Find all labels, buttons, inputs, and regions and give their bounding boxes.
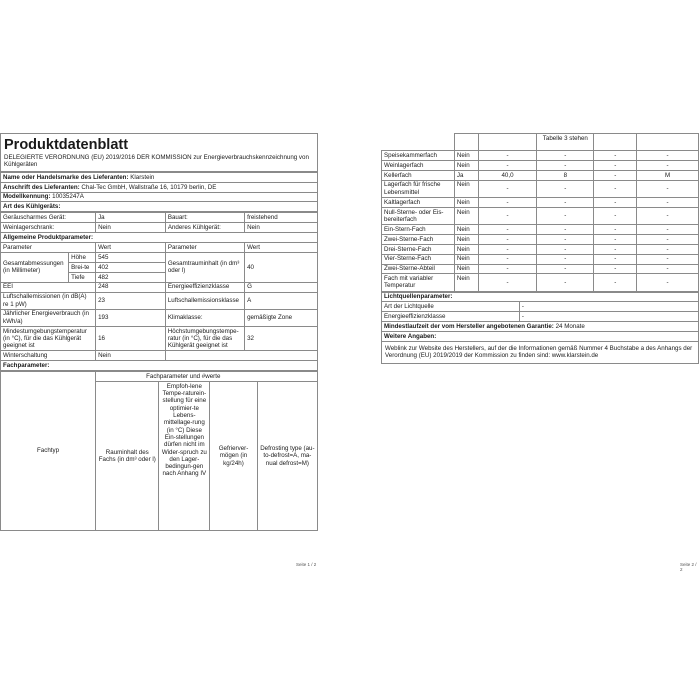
table-row xyxy=(382,274,699,291)
compartment-name: Zwei-Sterne-Fach xyxy=(382,234,455,244)
param-header-2: Parameter xyxy=(165,243,244,253)
compartment-defrost: - xyxy=(637,151,699,161)
compartment-name: Drei-Sterne-Fach xyxy=(382,244,455,254)
header-box xyxy=(0,133,318,172)
breite-label: Brei-te xyxy=(69,262,96,272)
compartment-name: Kaltlagerfach xyxy=(382,197,455,207)
fach-param-header: Fachparameter und #werte xyxy=(96,372,318,382)
compartment-defrost: - xyxy=(637,244,699,254)
compartment-volume: - xyxy=(478,254,537,264)
compartment-temp: 8 xyxy=(537,170,594,180)
hoehe-label: Höhe xyxy=(69,252,96,262)
compartment-present: Ja xyxy=(454,170,478,180)
compartment-defrost: M xyxy=(637,170,699,180)
compartment-freeze: - xyxy=(594,234,637,244)
table-row xyxy=(382,151,699,161)
document-title: Produktdatenblatt xyxy=(4,137,129,153)
compartment-name: Vier-Sterne-Fach xyxy=(382,254,455,264)
dims-label: Gesamtabmessungen (in Millimeter) xyxy=(1,252,69,282)
max-temp-value: 32 xyxy=(245,326,318,350)
table-label: Tabelle 3 stehen xyxy=(537,134,594,151)
max-temp-label: Höchstumgebungstempe-ratur (in °C), für die das Kühlgerät geeignet ist xyxy=(165,326,244,350)
params-table xyxy=(0,212,318,371)
volume-label: Gesamtrauminhalt (in dm³ oder l) xyxy=(165,252,244,282)
compartment-defrost: - xyxy=(637,197,699,207)
hoehe-value: 545 xyxy=(96,252,166,262)
supplier-table xyxy=(0,172,318,213)
compartment-defrost: - xyxy=(637,207,699,224)
build-value: freistehend xyxy=(245,213,318,223)
climate-value: gemäßigte Zone xyxy=(245,309,318,326)
compartment-temp: - xyxy=(537,207,594,224)
table-head-empty-4 xyxy=(637,134,699,151)
col-volume-header: Rauminhalt des Fachs (in dm³ oder l) xyxy=(96,382,159,531)
compartment-name: Weinlagerfach xyxy=(382,160,455,170)
wert-header: Wert xyxy=(96,243,166,253)
compartment-present: Nein xyxy=(454,151,478,161)
compartment-name: Lagerfach für frische Lebensmittel xyxy=(382,180,455,197)
compartment-temp: - xyxy=(537,160,594,170)
compartment-defrost: - xyxy=(637,274,699,291)
supplier-name-row: Name oder Handelsmarke des Lieferanten: Klarstein xyxy=(1,172,318,182)
tiefe-value: 482 xyxy=(96,272,166,282)
compartment-temp: - xyxy=(537,151,594,161)
quiet-label: Geräuscharmes Gerät: xyxy=(1,213,96,223)
compartment-defrost: - xyxy=(637,180,699,197)
model-row: Modellkennung: 10035247A xyxy=(1,192,318,202)
eei-label: EEI xyxy=(1,282,96,292)
compartment-freeze: - xyxy=(594,254,637,264)
info-header: Weitere Angaben: xyxy=(382,332,699,342)
eec-label: Energieeffizienzklasse xyxy=(165,282,244,292)
noise-class-value: A xyxy=(245,292,318,309)
compartment-present: Nein xyxy=(454,264,478,274)
table-row xyxy=(382,254,699,264)
compartment-name: Zwei-Sterne-Abteil xyxy=(382,264,455,274)
other-value: Nein xyxy=(245,223,318,233)
page-2-footer: Seite 2 / 2 xyxy=(680,562,697,572)
compartment-present: Nein xyxy=(454,274,478,291)
table-head-empty-2 xyxy=(478,134,537,151)
winter-label: Winterschaltung xyxy=(1,351,96,361)
compartment-volume: - xyxy=(478,264,537,274)
fach-header: Fachparameter: xyxy=(1,361,318,371)
compartment-volume: 40,0 xyxy=(478,170,537,180)
table-row xyxy=(382,170,699,180)
general-header: Allgemeine Produktparameter: xyxy=(1,233,318,243)
compartment-name: Kellerfach xyxy=(382,170,455,180)
table-row xyxy=(382,180,699,197)
light-type-value: - xyxy=(519,302,698,312)
compartment-freeze: - xyxy=(594,224,637,234)
compartment-name: Null-Sterne- oder Eis-bereiterfach xyxy=(382,207,455,224)
compartment-temp: - xyxy=(537,224,594,234)
page-1 xyxy=(0,133,318,573)
table-head-empty-1 xyxy=(454,134,478,151)
compartment-volume: - xyxy=(478,160,537,170)
compartment-defrost: - xyxy=(637,160,699,170)
compartment-temp: - xyxy=(537,244,594,254)
compartment-temp: - xyxy=(537,234,594,244)
compartment-name: Speisekammerfach xyxy=(382,151,455,161)
compartment-defrost: - xyxy=(637,224,699,234)
page-1-footer: Seite 1 / 2 xyxy=(296,562,317,567)
table-row xyxy=(382,224,699,234)
compartment-present: Nein xyxy=(454,160,478,170)
build-label: Bauart: xyxy=(165,213,244,223)
compartment-freeze: - xyxy=(594,274,637,291)
table-row xyxy=(382,160,699,170)
compartment-present: Nein xyxy=(454,180,478,197)
wine-value: Nein xyxy=(96,223,166,233)
noise-label: Luftschallemissionen (in dB(A) re 1 pW) xyxy=(1,292,96,309)
wine-label: Weinlagerschrank: xyxy=(1,223,96,233)
table-row xyxy=(382,234,699,244)
compartment-temp: - xyxy=(537,197,594,207)
type-header: Art des Kühlgeräts: xyxy=(1,202,318,212)
fachtyp-label: Fachtyp xyxy=(1,372,96,531)
tiefe-label: Tiefe xyxy=(69,272,96,282)
col-defrost-header: Defrosting type (au-to-defrost=A, ma-nual defrost=M) xyxy=(257,382,317,531)
compartment-volume: - xyxy=(478,151,537,161)
compartment-temp: - xyxy=(537,264,594,274)
compartment-volume: - xyxy=(478,180,537,197)
other-label: Anderes Kühlgerät: xyxy=(165,223,244,233)
compartment-freeze: - xyxy=(594,197,637,207)
compartment-freeze: - xyxy=(594,264,637,274)
compartment-freeze: - xyxy=(594,207,637,224)
compartment-name: Fach mit variabler Temperatur xyxy=(382,274,455,291)
compartment-present: Nein xyxy=(454,224,478,234)
compartment-volume: - xyxy=(478,207,537,224)
light-class-label: Energieeffizienzklasse xyxy=(382,312,520,322)
supplier-address-row: Anschrift des Lieferanten: Chal-Tec GmbH, Wallstraße 16, 10179 berlin, DE xyxy=(1,182,318,192)
winter-empty xyxy=(165,351,317,361)
breite-value: 402 xyxy=(96,262,166,272)
compartment-present: Nein xyxy=(454,244,478,254)
compartment-defrost: - xyxy=(637,234,699,244)
table-head-empty-3 xyxy=(594,134,637,151)
compartment-table xyxy=(381,133,699,292)
compartment-present: Nein xyxy=(454,197,478,207)
light-type-label: Art der Lichtquelle xyxy=(382,302,520,312)
compartment-present: Nein xyxy=(454,207,478,224)
quiet-value: Ja xyxy=(96,213,166,223)
col-temp-header: Empfoh-lene Tempe-raturein-stellung für eine optimier-te Lebens-mittellage-rung (in °C) Diese Ein-stellungen dürfen nicht im Wider-spruch zu den Lager-bedingun-gen nach Anhang IV xyxy=(159,382,210,531)
min-temp-label: Mindestumgebungstemperatur (in °C), für die das Kühlgerät geeignet ist xyxy=(1,326,96,350)
energy-value: 193 xyxy=(96,309,166,326)
compartment-present: Nein xyxy=(454,234,478,244)
regulation-subtitle: DELEGIERTE VERORDNUNG (EU) 2019/2016 DER KOMMISSION zur Energieverbrauchskennzeichnung von Kühlgeräten xyxy=(4,154,309,169)
climate-label: Klimaklasse: xyxy=(165,309,244,326)
compartment-volume: - xyxy=(478,197,537,207)
compartment-present: Nein xyxy=(454,254,478,264)
compartment-volume: - xyxy=(478,234,537,244)
compartment-freeze: - xyxy=(594,160,637,170)
table-row xyxy=(382,264,699,274)
compartment-volume: - xyxy=(478,274,537,291)
compartment-temp: - xyxy=(537,180,594,197)
param-header: Parameter xyxy=(1,243,96,253)
compartment-freeze: - xyxy=(594,244,637,254)
compartment-name: Ein-Stern-Fach xyxy=(382,224,455,234)
min-temp-value: 16 xyxy=(96,326,166,350)
volume-value: 40 xyxy=(245,252,318,282)
noise-class-label: Luftschallemissionsklasse xyxy=(165,292,244,309)
warranty-row: Mindestlaufzeit der vom Hersteller angebotenen Garantie: 24 Monate xyxy=(382,322,699,332)
col-freeze-header: Gefrierver-mögen (in kg/24h) xyxy=(210,382,258,531)
energy-label: Jährlicher Energieverbrauch (in kWh/a) xyxy=(1,309,96,326)
page-2 xyxy=(381,133,699,573)
compartment-defrost: - xyxy=(637,264,699,274)
table-row xyxy=(382,197,699,207)
light-class-value: - xyxy=(519,312,698,322)
table-row xyxy=(382,207,699,224)
table-corner xyxy=(382,134,455,151)
compartment-temp: - xyxy=(537,254,594,264)
light-header: Lichtquellenparameter: xyxy=(382,292,699,302)
info-text: Weblink zur Website des Herstellers, auf der die Informationen gemäß Nummer 4 Buchstabe a des Anhangs der Verordnung (EU) 2019/2019 der Kommission zu finden sind: www.klarstein.de xyxy=(382,342,699,364)
compartment-freeze: - xyxy=(594,180,637,197)
eei-value: 248 xyxy=(96,282,166,292)
eec-value: G xyxy=(245,282,318,292)
compartment-freeze: - xyxy=(594,151,637,161)
compartment-volume: - xyxy=(478,224,537,234)
compartment-defrost: - xyxy=(637,254,699,264)
compartment-header-table xyxy=(0,371,318,531)
compartment-temp: - xyxy=(537,274,594,291)
wert-header-2: Wert xyxy=(245,243,318,253)
light-table xyxy=(381,292,699,364)
compartment-volume: - xyxy=(478,244,537,254)
winter-value: Nein xyxy=(96,351,166,361)
table-row xyxy=(382,244,699,254)
noise-value: 23 xyxy=(96,292,166,309)
compartment-freeze: - xyxy=(594,170,637,180)
